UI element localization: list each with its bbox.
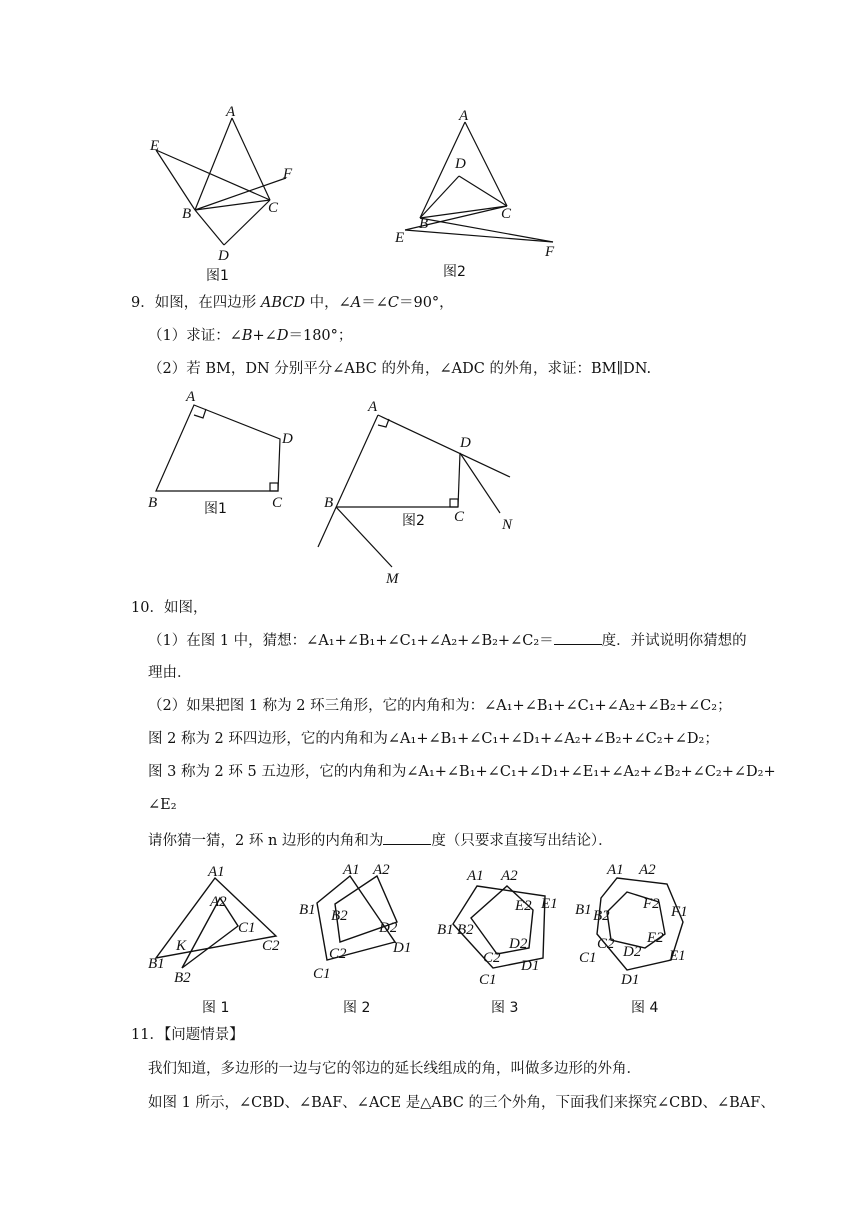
label-D2: D2: [623, 944, 642, 960]
question-number: 9．: [131, 295, 155, 311]
figure-caption: 图2: [402, 513, 425, 529]
label-E2: E2: [515, 898, 532, 914]
label-D2: D2: [379, 920, 398, 936]
q10-line7: 请你猜一猜，2 环 n 边形的内角和为 度（只要求直接写出结论）．: [148, 830, 613, 851]
label-D1: D1: [393, 940, 412, 956]
figure-caption: 图2: [443, 264, 466, 280]
figure-caption: 图 3: [491, 1000, 519, 1016]
label-A2: A2: [501, 868, 518, 884]
label-C1: C1: [479, 972, 497, 988]
label-F: F: [283, 166, 293, 182]
label-B: B: [419, 216, 429, 232]
label-C1: C1: [238, 920, 256, 936]
label-D: D: [218, 248, 229, 264]
q9-part1: （1）求证：∠B+∠D＝180°；: [148, 328, 353, 344]
label-B: B: [148, 495, 158, 511]
q10-line2: 理由．: [148, 665, 192, 681]
label-E1: E1: [669, 948, 686, 964]
label-C2: C2: [329, 946, 347, 962]
label-A1: A1: [607, 862, 624, 878]
q11-line2: 如图 1 所示，∠CBD、∠BAF、∠ACE 是△ABC 的三个外角，下面我们来探究∠CBD、∠BAF、: [148, 1095, 775, 1111]
figure-caption: 图1: [206, 268, 229, 284]
q10-stem: 10．如图，: [131, 600, 208, 616]
label-F2: F2: [643, 896, 660, 912]
answer-blank[interactable]: [383, 830, 431, 845]
label-D: D: [282, 431, 293, 447]
label-C: C: [268, 200, 279, 216]
label-A1: A1: [467, 868, 484, 884]
q11-line1: 我们知道，多边形的一边与它的邻边的延长线组成的角，叫做多边形的外角．: [148, 1061, 641, 1077]
q11-heading: 11．【问题情景】: [131, 1027, 244, 1043]
label-D: D: [460, 435, 471, 451]
q10-line4: 图 2 称为 2 环四边形，它的内角和为∠A₁+∠B₁+∠C₁+∠D₁+∠A₂+∠B₂+∠C₂+∠D₂；: [148, 731, 719, 747]
label-A2: A2: [639, 862, 656, 878]
top-figure-2: [385, 100, 570, 285]
label-D1: D1: [521, 958, 540, 974]
label-E: E: [395, 230, 405, 246]
label-C: C: [272, 495, 283, 511]
label-A: A: [226, 104, 236, 120]
label-D: D: [455, 156, 466, 172]
label-B2: B2: [331, 908, 348, 924]
label-C1: C1: [579, 950, 597, 966]
label-B2: B2: [457, 922, 474, 938]
q9-part2: （2）若 BM，DN 分别平分∠ABC 的外角，∠ADC 的外角，求证：BM∥DN.: [148, 361, 652, 377]
top-figure-1: [140, 100, 310, 285]
label-N: N: [502, 517, 513, 533]
label-A: A: [368, 399, 378, 415]
label-A1: A1: [343, 862, 360, 878]
label-D2: D2: [509, 936, 528, 952]
label-M: M: [386, 571, 399, 587]
label-E2: E2: [647, 930, 664, 946]
label-C: C: [501, 206, 512, 222]
label-B2: B2: [593, 908, 610, 924]
q9-stem: 9．如图，在四边形 ABCD 中，∠A＝∠C＝90°，: [131, 295, 454, 311]
label-B: B: [324, 495, 334, 511]
label-C2: C2: [262, 938, 280, 954]
q10-figure-1: [140, 858, 290, 1018]
figure-caption: 图 4: [631, 1000, 659, 1016]
label-C2: C2: [597, 936, 615, 952]
q10-line5: 图 3 称为 2 环 5 五边形，它的内角和为∠A₁+∠B₁+∠C₁+∠D₁+∠E₁+∠A₂+∠B₂+∠C₂+∠D₂+: [148, 764, 776, 780]
label-A: A: [186, 389, 196, 405]
q10-figure-3: [435, 858, 570, 1018]
label-B: B: [182, 206, 192, 222]
q10-line3: （2）如果把图 1 称为 2 环三角形，它的内角和为：∠A₁+∠B₁+∠C₁+∠A₂+∠B₂+∠C₂；: [148, 698, 732, 714]
label-F1: F1: [671, 904, 688, 920]
label-B1: B1: [299, 902, 316, 918]
q10-line6: ∠E₂: [148, 797, 177, 813]
label-E: E: [150, 138, 160, 154]
q9-figure-2: [310, 395, 525, 590]
label-E1: E1: [541, 896, 558, 912]
answer-blank[interactable]: [554, 630, 602, 645]
label-B2: B2: [174, 970, 191, 986]
label-A2: A2: [373, 862, 390, 878]
label-F: F: [545, 244, 555, 260]
label-C2: C2: [483, 950, 501, 966]
label-C1: C1: [313, 966, 331, 982]
label-A2: A2: [210, 894, 227, 910]
label-C: C: [454, 509, 465, 525]
question-number: 11．: [131, 1027, 164, 1043]
label-K: K: [176, 938, 187, 954]
figure-caption: 图1: [204, 501, 227, 517]
figure-caption: 图 2: [343, 1000, 371, 1016]
q10-line1: （1）在图 1 中，猜想：∠A₁+∠B₁+∠C₁+∠A₂+∠B₂+∠C₂＝ 度．并试说明你猜想的: [148, 630, 747, 651]
label-A: A: [459, 108, 469, 124]
question-number: 10．: [131, 600, 164, 616]
label-B1: B1: [575, 902, 592, 918]
figure-caption: 图 1: [202, 1000, 230, 1016]
label-A1: A1: [208, 864, 225, 880]
q9-figure-1: [140, 385, 300, 520]
label-B1: B1: [437, 922, 454, 938]
q10-figure-4: [575, 858, 710, 1018]
label-D1: D1: [621, 972, 640, 988]
label-B1: B1: [148, 956, 165, 972]
q10-figure-2: [295, 858, 425, 1018]
